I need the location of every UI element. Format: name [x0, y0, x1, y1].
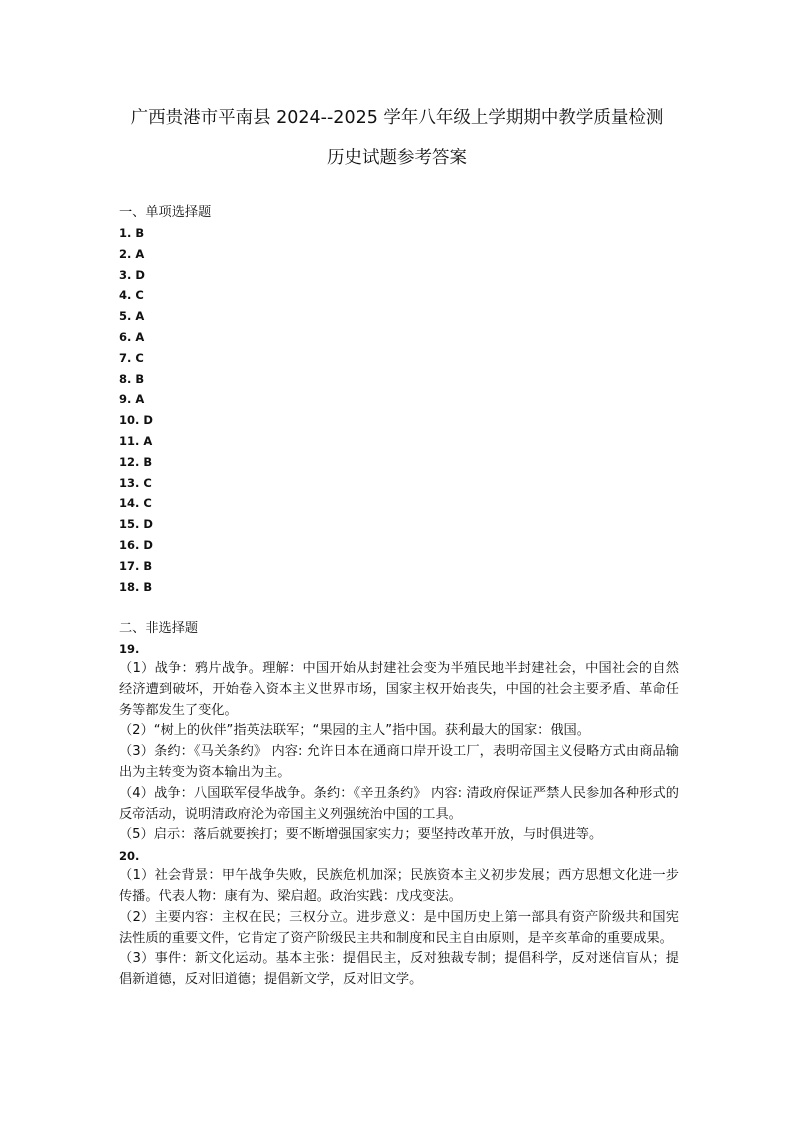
- answer-item: 2. A: [119, 246, 145, 261]
- section-heading-multiple-choice: 一、单项选择题: [119, 205, 212, 220]
- answer-item: 5. A: [119, 309, 145, 324]
- q20-answer-part-3: （3）事件：新文化运动。基本主张：提倡民主，反对独裁专制；提倡科学，反对迷信盲从；提倡新道德，反对旧道德；提倡新文学，反对旧文学。: [119, 951, 679, 988]
- q19-answer-part-4: （4）战争：八国联军侵华战争。条约：《辛丑条约》 内容: 清政府保证严禁人民参加各种形式的反帝活动，说明清政府沦为帝国主义列强统治中国的工具。: [119, 785, 679, 822]
- section-multiple-choice: [119, 203, 679, 597]
- q19-answer-part-2: （2）“树上的伙伴”指英法联军；“果园的主人”指中国。获利最大的国家：俄国。: [119, 723, 590, 739]
- answer-item: 17. B: [119, 558, 153, 573]
- q19-answer-part-1: （1）战争：鸦片战争。理解：中国开始从封建社会变为半殖民地半封建社会，中国社会的自然经济遭到破坏，开始卷入资本主义世界市场，国家主权开始丧失，中国的社会主要矛盾、革命任务等都发生了变化。: [119, 661, 679, 718]
- section-heading-non-choice: 二、非选择题: [119, 621, 199, 636]
- answer-item: 1. B: [119, 226, 145, 240]
- section-non-choice: [119, 619, 679, 991]
- answer-item: 4. C: [119, 288, 144, 303]
- q19-answer-part-5: （5）启示：落后就要挨打；要不断增强国家实力；要坚持改革开放，与时俱进等。: [119, 827, 603, 843]
- document-subtitle: 历史试题参考答案: [327, 148, 467, 168]
- answer-item: 3. D: [119, 267, 145, 282]
- answer-item: 15. D: [119, 517, 153, 532]
- answer-item: 6. A: [119, 329, 145, 344]
- answer-item: 16. D: [119, 537, 153, 552]
- answer-item: 18. B: [119, 579, 153, 594]
- answer-item: 13. C: [119, 475, 152, 490]
- q20-answer-part-1: （1）社会背景：甲午战争失败，民族危机加深；民族资本主义初步发展；西方思想文化进一步传播。代表人物：康有为、梁启超。政治实践：戊戌变法。: [119, 868, 679, 904]
- answer-item: 7. C: [119, 350, 144, 365]
- answer-item: 9. A: [119, 392, 145, 407]
- q19-answer-part-3: （3）条约：《马关条约》 内容: 允许日本在通商口岸开设工厂，表明帝国主义侵略方式由商品输出为主转变为资本输出为主。: [119, 744, 679, 780]
- q20-answer-part-2: （2）主要内容：主权在民；三权分立。进步意义：是中国历史上第一部具有资产阶级共和国宪法性质的重要文件，它肯定了资产阶级民主共和制度和民主自由原则，是辛亥革命的重要成果。: [119, 909, 679, 946]
- answer-item: 10. D: [119, 413, 153, 428]
- question-20-number: 20.: [119, 849, 140, 864]
- answer-item: 14. C: [119, 496, 152, 511]
- question-19-number: 19.: [119, 642, 140, 656]
- answer-item: 8. B: [119, 371, 145, 386]
- answer-list: [119, 223, 679, 597]
- answer-item: 12. B: [119, 454, 153, 469]
- answer-item: 11. A: [119, 433, 153, 448]
- document-title: 广西贵港市平南县 2024--2025 学年八年级上学期期中教学质量检测: [130, 108, 664, 128]
